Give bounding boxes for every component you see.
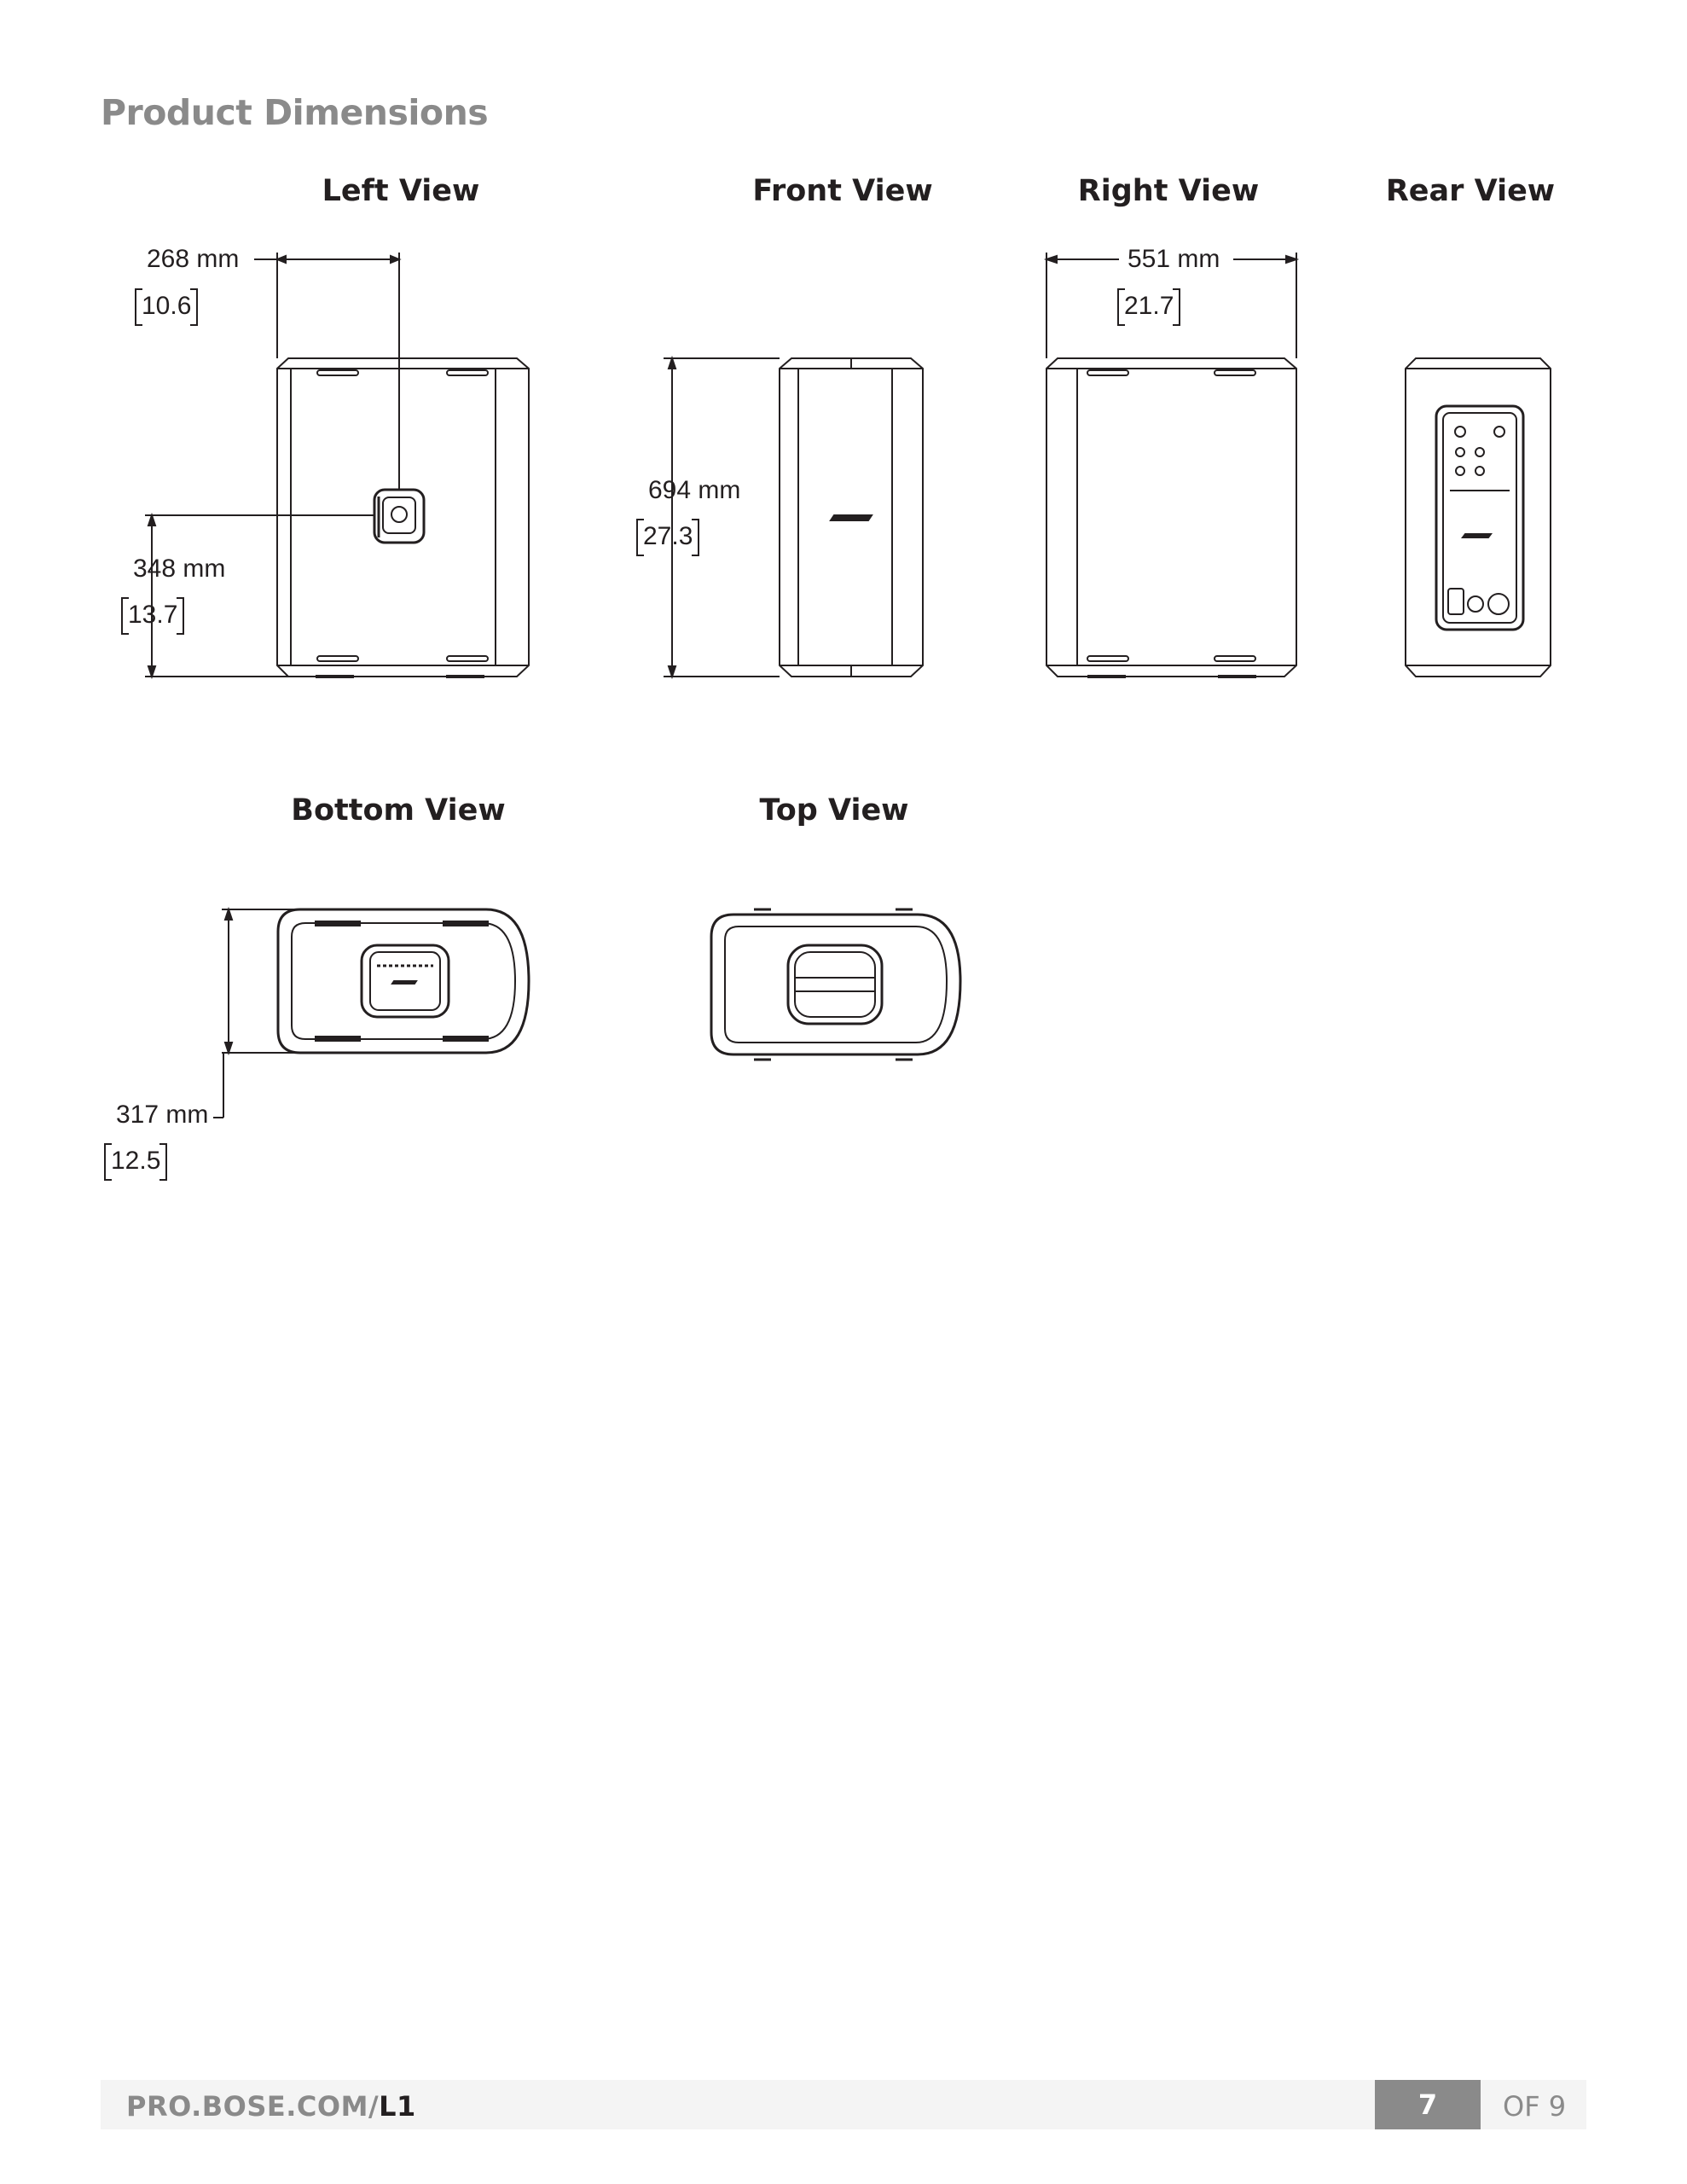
front-view-drawing <box>664 358 923 677</box>
front-height-in: 27.3 <box>636 519 699 553</box>
front-height-mm: 694 mm <box>648 476 741 504</box>
left-panel-connector <box>374 490 424 543</box>
bottom-view-label: Bottom View <box>291 793 506 828</box>
right-view-label: Right View <box>1077 174 1260 208</box>
left-width-in: 10.6 <box>135 288 198 322</box>
right-width-in: 21.7 <box>1117 288 1180 322</box>
page-title: Product Dimensions <box>101 92 489 133</box>
top-view-drawing <box>711 909 960 1060</box>
footer-url-suffix: L1 <box>379 2090 416 2123</box>
bottom-depth-mm: 317 mm <box>116 1101 209 1129</box>
rear-view-label: Rear View <box>1385 174 1556 208</box>
left-view-label: Left View <box>322 174 480 208</box>
bottom-depth-in: 12.5 <box>104 1143 167 1177</box>
left-width-mm: 268 mm <box>147 245 240 273</box>
footer-url[interactable] <box>126 2090 416 2123</box>
right-width-mm: 551 mm <box>1128 245 1220 273</box>
page-total: OF 9 <box>1503 2090 1567 2123</box>
left-height-mm: 348 mm <box>133 555 226 583</box>
footer-url-prefix: PRO.BOSE.COM/ <box>126 2090 380 2123</box>
page-number: 7 <box>1375 2080 1481 2129</box>
bottom-view-drawing <box>213 909 529 1118</box>
left-view-drawing <box>145 253 529 677</box>
rear-view-drawing <box>1406 358 1551 677</box>
front-view-label: Front View <box>752 174 933 208</box>
left-height-in: 13.7 <box>121 597 184 631</box>
top-view-label: Top View <box>759 793 909 828</box>
